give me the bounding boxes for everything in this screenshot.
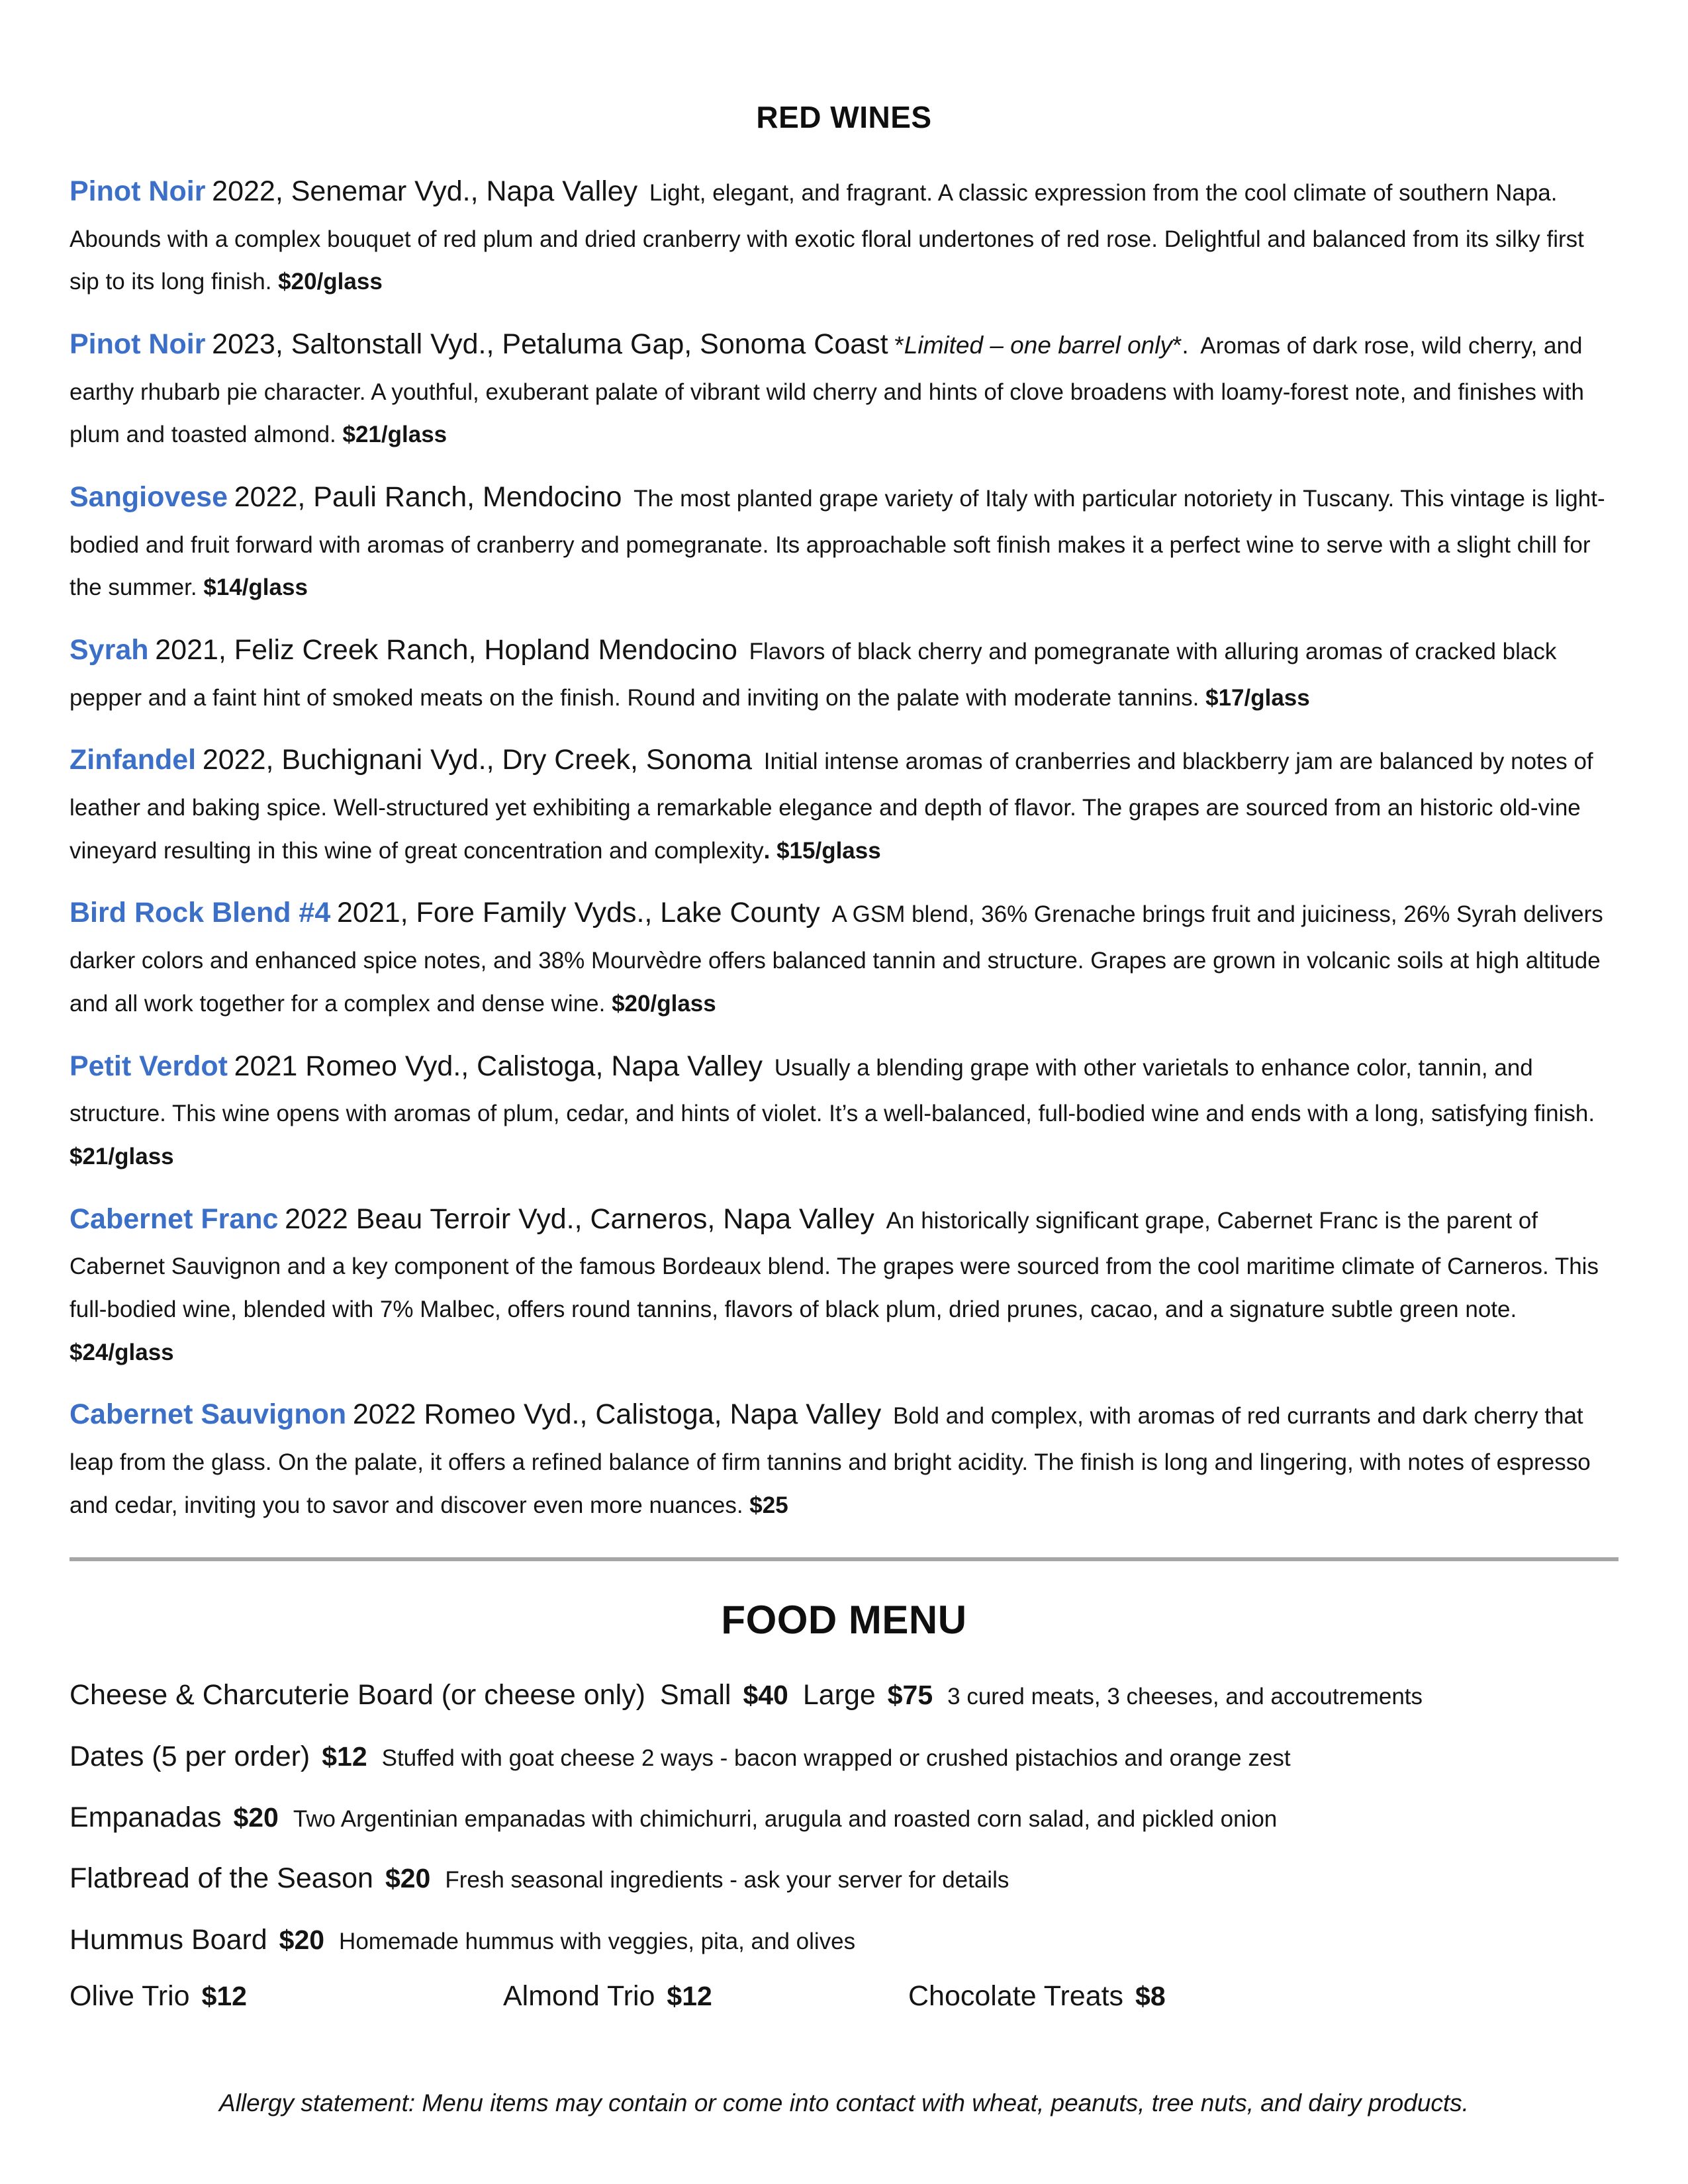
wine-price: $20/glass [612,990,716,1017]
wine-detail: 2021, Fore Family Vyds., Lake County [337,897,820,929]
food-description: Stuffed with goat cheese 2 ways - bacon wrapped or crushed pistachios and orange zest [381,1745,1291,1771]
food-price: $20 [385,1863,431,1894]
food-menu-title: FOOD MENU [721,1598,967,1643]
food-size-label: Large [802,1679,876,1711]
food-list [70,1674,1618,1960]
allergy-statement: Allergy statement: Menu items may contain or come into contact with wheat, peanuts, tree nuts, and dairy products. [219,2089,1469,2117]
food-size-label: Small [659,1679,731,1711]
wine-detail: 2022, Buchignani Vyd., Dry Creek, Sonoma [202,744,753,776]
food-price: $20 [233,1802,279,1833]
food-name: Flatbread of the Season [70,1862,373,1895]
wine-description: A GSM blend, 36% Grenache brings fruit and juiciness, 26% Syrah delivers darker colors and enhanced spice notes, and 38% Mourvèdre offers balanced tannin and structure. Grapes are grown in volcanic soils at high altitude and all work together for a complex and dense wine. [70,901,1603,1017]
wine-entry [70,165,1618,304]
wine-description: The most planted grape variety of Italy with particular notoriety in Tuscany. This vintage is light-bodied and fruit forward with aromas of cranberry and pomegranate. Its approachable soft finish makes it a perfect wine to serve with a slight chill for the summer. [70,486,1605,601]
wine-detail: 2022 Beau Terroir Vyd., Carneros, Napa Valley [285,1203,874,1235]
food-item [70,1736,1618,1777]
wine-entry [70,624,1618,719]
wine-detail: 2022, Pauli Ranch, Mendocino [234,481,622,514]
wine-price: $21/glass [342,422,447,448]
section-divider [70,1557,1618,1561]
wine-entry [70,471,1618,610]
food-item [70,1858,1618,1899]
wine-list [70,165,1618,1527]
wine-detail: 2023, Saltonstall Vyd., Petaluma Gap, Sonoma Coast [212,328,888,361]
wine-name: Zinfandel [70,744,197,776]
food-price: $20 [279,1924,325,1955]
wine-description: An historically significant grape, Cabernet Franc is the parent of Cabernet Sauvignon and a key component of the famous Bordeaux blend. The grapes were sourced from the cool maritime climate of Carneros. This full-bodied wine, blended with 7% Malbec, offers round tannins, flavors of black plum, dried prunes, cacao, and a signature subtle green note. [70,1207,1599,1322]
wine-price: $20/glass [278,269,383,295]
wine-detail: 2022, Senemar Vyd., Napa Valley [212,175,638,207]
wine-entry [70,887,1618,1025]
wine-entry [70,1040,1618,1179]
wine-name: Petit Verdot [70,1050,228,1082]
food-name: Dates (5 per order) [70,1740,310,1772]
wine-name: Bird Rock Blend #4 [70,897,331,929]
food-name: Cheese & Charcuterie Board (or cheese only) [70,1679,645,1711]
food-description: Homemade hummus with veggies, pita, and olives [339,1928,856,1954]
wine-detail: 2021 Romeo Vyd., Calistoga, Napa Valley [234,1050,763,1082]
food-menu-section [70,1597,1618,2013]
food-name: Empanadas [70,1801,222,1834]
wine-entry [70,1193,1618,1375]
food-description: Fresh seasonal ingredients - ask your server for details [445,1867,1009,1893]
wine-price: $21/glass [70,1143,174,1169]
food-name: Almond Trio [503,1980,655,2013]
wine-description: Initial intense aromas of cranberries and blackberry jam are balanced by notes of leather and baking spice. Well-structured yet exhibiting a remarkable elegance and depth of flavor. The grapes are sourced from an historic old-vine vineyard resulting in this wine of great concentration and complexity [70,749,1593,864]
food-price: $12 [667,1981,712,2012]
food-description: Two Argentinian empanadas with chimichurri, arugula and roasted corn salad, and pickled onion [293,1806,1278,1833]
food-item [70,1919,1618,1960]
wine-price: $25 [749,1492,788,1518]
wine-entry [70,734,1618,872]
food-trio-row [70,1980,1618,2013]
food-price: $75 [887,1680,933,1711]
food-name: Chocolate Treats [908,1980,1124,2013]
wine-description: Bold and complex, with aromas of red currants and dark cherry that leap from the glass. On the palate, it offers a refined balance of firm tannins and bright acidity. The finish is long and lingering, with notes of espresso and cedar, inviting you to savor and discover even more nuances. [70,1403,1591,1518]
food-description: 3 cured meats, 3 cheeses, and accoutrements [947,1684,1423,1710]
food-item [70,1797,1618,1838]
note-asterisk: * [894,332,904,359]
wine-description: Light, elegant, and fragrant. A classic expression from the cool climate of southern Napa. Abounds with a complex bouquet of red plum and dried cranberry with exotic floral undertones of red rose. Delightful and balanced from its silky first sip to its long finish. [70,180,1584,295]
wine-entry [70,318,1618,457]
wine-description: Flavors of black cherry and pomegranate with alluring aromas of cracked black pepper and a faint hint of smoked meats on the finish. Round and inviting on the palate with moderate tannins. [70,639,1557,711]
red-wines-title: RED WINES [756,100,932,134]
wine-description: Usually a blending grape with other varietals to enhance color, tannin, and structure. This wine opens with aromas of plum, cedar, and hints of violet. It’s a well-balanced, full-bodied wine and ends with a long, satisfying finish. [70,1054,1595,1127]
note-text: Limited – one barrel only [904,332,1172,359]
wine-price: $17/glass [1205,684,1310,711]
food-trio-item [503,1980,908,2013]
note-asterisk: *. [1172,332,1189,359]
wine-name: Pinot Noir [70,175,206,207]
wine-entry [70,1388,1618,1527]
wine-price: . $15/glass [763,837,881,864]
wine-detail: 2022 Romeo Vyd., Calistoga, Napa Valley [352,1398,882,1431]
wine-limited-note [894,332,1188,359]
food-name: Olive Trio [70,1980,190,2013]
wine-detail: 2021, Feliz Creek Ranch, Hopland Mendocino [155,634,737,666]
wine-price: $24/glass [70,1339,174,1365]
red-wines-section [70,99,1618,1527]
wine-name: Cabernet Sauvignon [70,1398,347,1431]
wine-description: Aromas of dark rose, wild cherry, and earthy rhubarb pie character. A youthful, exuberant palate of vibrant wild cherry and hints of clove broadens with loamy-forest note, and finishes with plum and toasted almond. [70,333,1584,448]
wine-name: Cabernet Franc [70,1203,279,1235]
food-price: $8 [1135,1981,1166,2012]
wine-name: Pinot Noir [70,328,206,361]
wine-price: $14/glass [203,574,308,601]
food-price: $12 [201,1981,247,2012]
food-price: $40 [743,1680,788,1711]
food-trio-item [70,1980,503,2013]
food-name: Hummus Board [70,1923,267,1956]
food-trio-item [908,1980,1166,2013]
wine-name: Syrah [70,634,149,666]
food-item [70,1674,1618,1715]
wine-name: Sangiovese [70,481,228,514]
food-price: $12 [322,1741,367,1772]
